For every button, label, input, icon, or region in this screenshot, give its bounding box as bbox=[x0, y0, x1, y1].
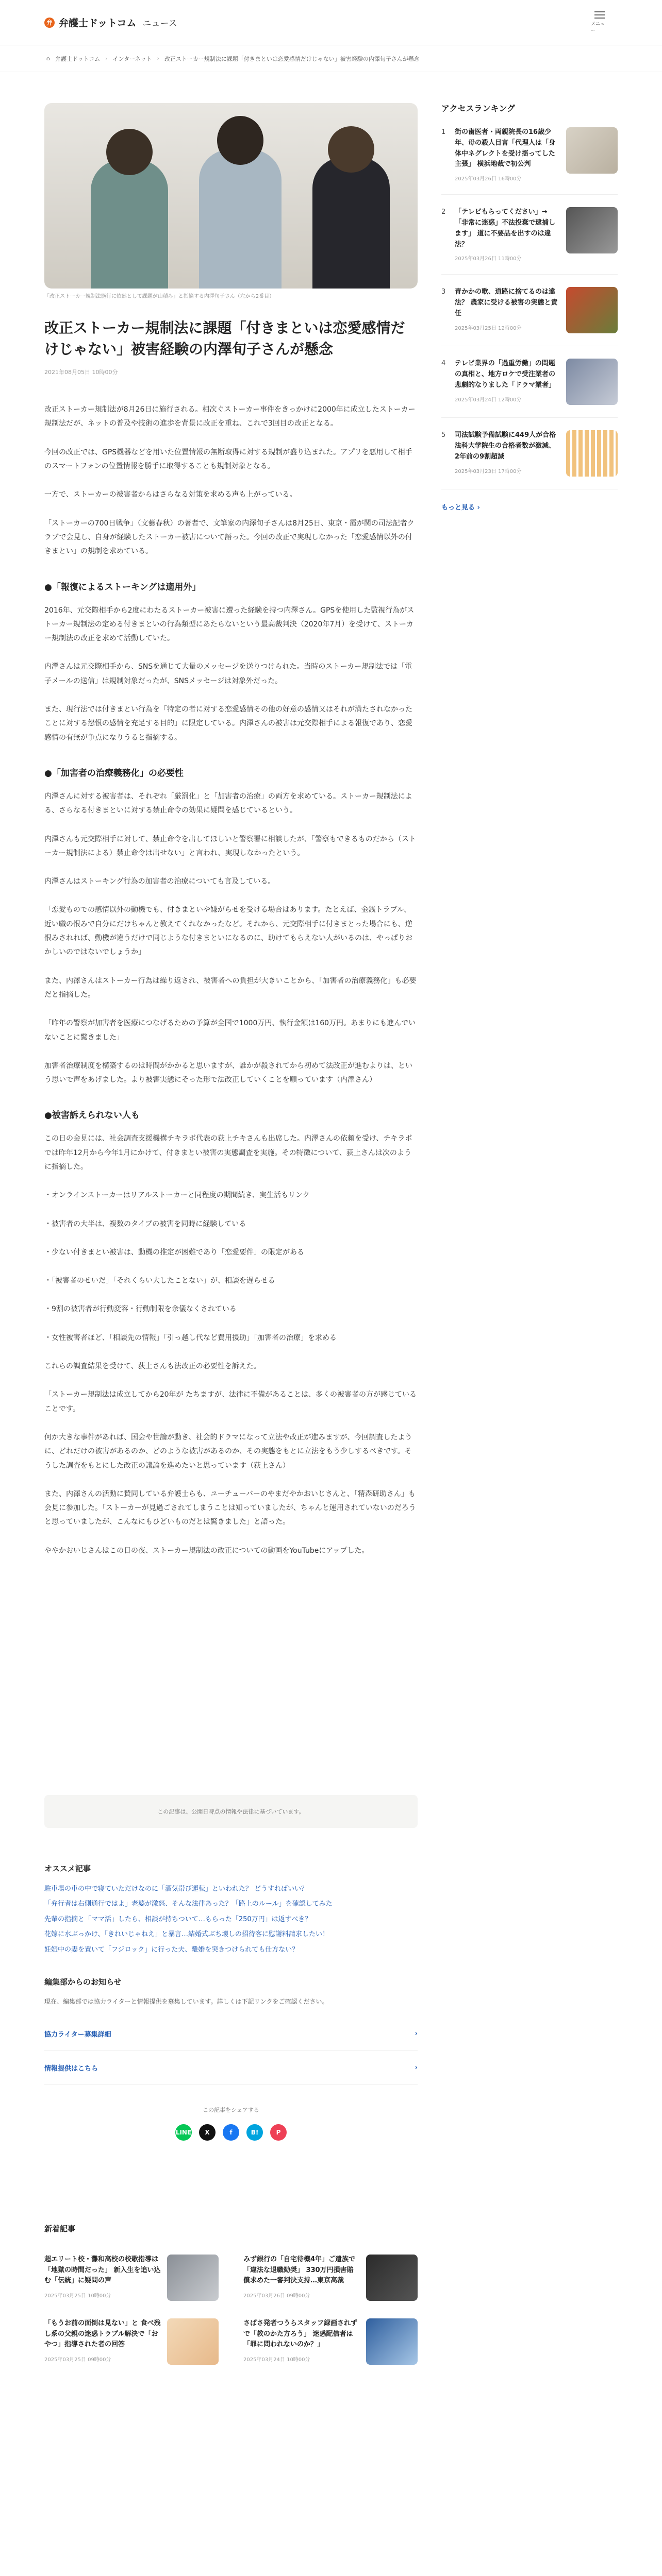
article-notice bbox=[44, 1795, 418, 1828]
ranking-heading: アクセスランキング bbox=[441, 104, 516, 113]
new-articles-heading: 新着記事 bbox=[44, 2224, 76, 2234]
recommended-link[interactable]: 「弁行者は右側通行ではよ」老婆が激怒、そんな法律あった？「路上のルール」を確認してみた bbox=[44, 1900, 333, 1908]
menu-label: メニュー bbox=[591, 22, 605, 33]
article-paragraph: 「ストーカー規制法は成立してから20年が たちますが、法律に不備があることは、多くの被害者の方が感じていることです。 bbox=[44, 1391, 417, 1413]
info-heading: 編集部からのお知らせ bbox=[44, 1977, 122, 1987]
ranking-more-link[interactable] bbox=[441, 504, 480, 512]
article-paragraph: 内澤さんも元交際相手に対して、禁止命令を出してほしいと警察署に相談したが、「警察もできるものだから（ストーカー規制法による）禁止命令は出せない」と言われ、実現しなかったという。 bbox=[44, 835, 416, 857]
article-paragraph: 「恋愛ものでの感情以外の動機でも、付きまといや嫌がらせを受ける場合はあります。たとえば、金銭トラブル、近い職の恨みで自分にだけちゃんと教えてくれなかったなど。それから、元交際相手に付きまとった場合にも、逆恨みされれば、動機が違うだけで同じような付きまといになるのに、助けてもらえない人がいるのは、やっぱりおかしいのではないでしょうか」 bbox=[44, 906, 412, 957]
article-paragraph: ・9割の被害者が行動変容・行動制限を余儀なくされている bbox=[44, 1305, 237, 1314]
menu-button[interactable] bbox=[591, 11, 608, 33]
article-paragraph: 一方で、ストーカーの被害者からはさらなる対策を求める声も上がっている。 bbox=[44, 490, 297, 499]
breadcrumb-current: 改正ストーカー規制法に課題「付きまといは恋愛感情だけじゃない」被害経験の内澤旬子さんが懸念 bbox=[164, 55, 420, 62]
recommended-link[interactable]: 駐車場の車の中で寝ていただけなのに「酒気帯び運転」といわれた？ どうすればいい？ bbox=[44, 1885, 308, 1893]
article-paragraph: 内澤さんはストーキング行為の加害者の治療についても言及している。 bbox=[44, 877, 275, 886]
ranking-thumbnail bbox=[566, 207, 618, 253]
rank-number: 1 bbox=[441, 128, 446, 136]
ranking-item[interactable] bbox=[441, 127, 618, 195]
new-article-thumbnail bbox=[167, 2255, 219, 2301]
rank-number: 5 bbox=[441, 431, 446, 439]
article-paragraph: また、内澤さんの活動に賛同している弁護士らも、ユーチューバーのやまだやかおいじさんと、「精森研助さん」も会見に参加した。「ストーカーが見過ごされてしまうことは知っていましたが、ちゃんと運用されていないのだろうと思っていましたが、こんなにもひどいものだとは驚きました」と語った。 bbox=[44, 1489, 416, 1527]
ranking-title: 青かかの歌、道路に捨てるのは違法？ 農家に受ける被害の実態と責任 bbox=[455, 288, 558, 317]
article-paragraph: 「昨年の警察が加害者を医療につなげるための予算が全国で1000万円、執行金額は160万円。あまりにも進んでいないことに驚きました」 bbox=[44, 1019, 416, 1042]
new-articles-grid bbox=[44, 2255, 418, 2365]
article-paragraph: 今回の改正では、GPS機器などを用いた位置情報の無断取得に対する規制が盛り込まれた。アプリを悪用して相手のスマートフォンの位置情報を勝手に取得することも規制対象となる。 bbox=[44, 448, 412, 471]
article-subheading: ●「報復によるストーキングは適用外」 bbox=[44, 582, 201, 592]
chevron-right-icon: › bbox=[415, 2030, 418, 2038]
ranking-date: 2025年03月24日 12時00分 bbox=[455, 397, 522, 403]
article-subheading: ●「加害者の治療義務化」の必要性 bbox=[44, 768, 184, 778]
article-subheading: ●被害訴えられない人も bbox=[44, 1110, 140, 1121]
ranking-thumbnail bbox=[566, 430, 618, 477]
chevron-right-icon: › bbox=[105, 55, 108, 62]
ranking-thumbnail bbox=[566, 359, 618, 405]
breadcrumb bbox=[0, 45, 662, 72]
article-title: 改正ストーカー規制法に課題「付きまといは恋愛感情だけじゃない」被害経験の内澤旬子さんが懸念 bbox=[44, 319, 405, 358]
chevron-right-icon: › bbox=[157, 55, 159, 62]
x-share-button[interactable]: X bbox=[199, 2124, 216, 2141]
recommended-heading: オススメ記事 bbox=[44, 1864, 91, 1874]
new-article-card[interactable] bbox=[243, 2318, 418, 2365]
hero-caption: 「改正ストーカー規制法施行に依然として課題が山積み」と指摘する内澤旬子さん（左から2番目） bbox=[44, 294, 275, 299]
share-section bbox=[44, 2106, 418, 2141]
info-submit-link[interactable] bbox=[44, 2051, 418, 2085]
ranking-date: 2025年03月26日 16時00分 bbox=[455, 176, 522, 182]
ranking-date: 2025年03月26日 11時00分 bbox=[455, 256, 522, 262]
new-article-date: 2025年03月24日 10時00分 bbox=[243, 2357, 310, 2363]
new-article-thumbnail bbox=[366, 2255, 418, 2301]
home-icon: ⌂ bbox=[46, 55, 50, 62]
recommended-link[interactable]: 花嫁に水ぶっかけ、「きれいじゃねえ」と暴言…結婚式ぶち壊しの招待客に慰謝料請求したい！ bbox=[44, 1930, 329, 1939]
notice-text: この記事は、公開日時点の情報や法律に基づいています。 bbox=[157, 1808, 305, 1816]
share-label: この記事をシェアする bbox=[203, 2107, 259, 2114]
recommended-link[interactable]: 妊娠中の妻を置いて「フジロック」に行った夫、離婚を突きつけられても仕方ない？ bbox=[44, 1945, 299, 1954]
new-article-date: 2025年03月25日 10時00分 bbox=[44, 2293, 111, 2299]
chevron-right-icon: › bbox=[477, 504, 480, 512]
rank-number: 4 bbox=[441, 360, 446, 368]
article-hero-image bbox=[44, 103, 418, 289]
article-paragraph: ・女性被害者ほど、「相談先の情報」「引っ越し代など費用援助」「加害者の治療」を求める bbox=[44, 1333, 337, 1342]
recommended-list bbox=[44, 1883, 418, 1956]
hamburger-icon bbox=[594, 11, 605, 19]
ranking-title: 街の歯医者・両親院長の16歳少年、母の殺人目言「代理人は「身体中ネグレクトを受け揺ってした主張」 横浜地裁で初公判 bbox=[455, 128, 556, 168]
ranking-title: 司法試験予備試験に449人が合格 法科大学院生の合格者数が激減、2年前の9割超減 bbox=[455, 431, 556, 461]
writer-recruit-link[interactable] bbox=[44, 2017, 418, 2051]
new-article-date: 2025年03月25日 09時00分 bbox=[44, 2357, 111, 2363]
breadcrumb-item[interactable]: インターネット bbox=[112, 55, 152, 62]
new-article-card[interactable] bbox=[44, 2255, 219, 2301]
chevron-right-icon: › bbox=[415, 2064, 418, 2072]
new-article-title: 「もうお前の面倒は見ない」と 食べ残し系の父親の迷惑トラブル解決で「おやつ」指導された者の回答 bbox=[44, 2319, 161, 2348]
logo-mark: 弁 bbox=[44, 18, 55, 28]
ranking-item[interactable] bbox=[441, 430, 618, 489]
breadcrumb-item[interactable]: 弁護士ドットコム bbox=[55, 55, 101, 62]
article-paragraph: 2016年、元交際相手から2度にわたるストーカー被害に遭った経験を持つ内澤さん。GPSを使用した監視行為がストーカー規制法の定める付きまといの行為類型にあたらないという最高裁判決（2020年7月）を受けて、ストーカー規制法の改正を求めて活動していた。 bbox=[44, 606, 415, 643]
new-article-date: 2025年03月26日 09時00分 bbox=[243, 2293, 310, 2299]
ranking-date: 2025年03月23日 17時00分 bbox=[455, 468, 522, 474]
article-paragraph: ・少ない付きまとい被害は、動機の推定が困難であり「恋愛要件」の限定がある bbox=[44, 1248, 304, 1257]
ranking-title: 「テレビもらってください」→「非常に迷惑」不法投棄で逮捕します」 道に不要品を出すのは違法？ bbox=[455, 208, 556, 248]
article-paragraph: 改正ストーカー規制法が8月26日に施行される。相次ぐストーカー事件をきっかけに2000年に成立したストーカー規制法だが、ネットの普及や技術の進歩を背景に改正を重ね、これで3回目の改正となる。 bbox=[44, 405, 416, 428]
hatena-share-button[interactable]: B! bbox=[246, 2124, 263, 2141]
more-label: もっと見る bbox=[441, 504, 475, 512]
article-paragraph: 加害者治療制度を構築するのは時間がかかると思いますが、誰かが殺されてから初めて法改正が進むよりは、という思いで声をあげました。より被害実態にそった形で法改正していくことを願っています（内澤さん） bbox=[44, 1061, 412, 1084]
pocket-share-button[interactable]: P bbox=[270, 2124, 287, 2141]
new-article-card[interactable] bbox=[44, 2318, 219, 2365]
recommended-link[interactable]: 先輩の指摘と「ママ活」したら、相談が持ちついて…もらった「250万円」は返すべき？ bbox=[44, 1915, 312, 1923]
article-main bbox=[44, 72, 418, 2365]
link-label: 情報提供はこちら bbox=[44, 2065, 98, 2073]
ranking-thumbnail bbox=[566, 127, 618, 174]
article-paragraph: これらの調査結果を受けて、荻上さんも法改正の必要性を訴えた。 bbox=[44, 1362, 261, 1371]
new-article-thumbnail bbox=[366, 2318, 418, 2365]
ranking-date: 2025年03月25日 12時00分 bbox=[455, 325, 522, 331]
site-logo[interactable] bbox=[44, 15, 177, 29]
ranking-title: テレビ業界の「過重労働」の問題の真相と、地方ロケで受注業者の悲劇的なりました「ドラマ業者」 bbox=[455, 360, 556, 389]
article-paragraph: また、現行法では付きまとい行為を「特定の者に対する恋愛感情その他の好意の感情又はそれが満たされなかったことに対する怨恨の感情を充足する目的」に限定している。内澤さんの被害は元交際相手による報復であり、恋愛感情の有無が争点になりうると指摘する。 bbox=[44, 705, 412, 742]
article-paragraph: ややかおいじさんはこの日の夜、ストーカー規制法の改正についての動画をYouTubeにアップした。 bbox=[44, 1546, 369, 1555]
ranking-item[interactable] bbox=[441, 287, 618, 346]
article-paragraph: ・オンラインストーカーはリアルストーカーと同程度の期間続き、実生活もリンク bbox=[44, 1191, 310, 1200]
article-paragraph: 内澤さんは元交際相手から、SNSを通じて大量のメッセージを送りつけられた。当時のストーカー規制法では「電子メールの送信」は規制対象だったが、SNSメッセージは対象外だった。 bbox=[44, 663, 412, 685]
link-label: 協力ライター募集詳細 bbox=[44, 2031, 111, 2039]
facebook-share-button[interactable]: f bbox=[223, 2124, 239, 2141]
new-article-title: さばさ発者つうらスタッフ録画されずで「教のかた方ろう」 迷惑配信者は「罪に問われないのか？」 bbox=[243, 2319, 358, 2348]
site-header bbox=[0, 0, 662, 45]
line-share-button[interactable]: LINE bbox=[175, 2124, 192, 2141]
new-article-thumbnail bbox=[167, 2318, 219, 2365]
logo-text: 弁護士ドットコム bbox=[59, 18, 137, 29]
sidebar bbox=[441, 72, 618, 2365]
article-paragraph: 「ストーカーの700日戦争」（文藝春秋）の著者で、文筆家の内澤旬子さんは8月25日、東京・霞が関の司法記者クラブで会見し、自身が経験したストーカー被害について語った。今回の改正で実現しなかった「恋愛感情以外の付きまとい」の規制を求めている。 bbox=[44, 519, 415, 556]
article-paragraph: 何か大きな事件があれば、国会や世論が動き、社会的ドラマになって立法や改正が進みますが、今回調査したように、どれだけの被害があるのか、どのような被害があるのか、その実態をもとに立法をもう少しするべきです。そうした調査をもとにした改正の議論を進めたいと思っています（荻上さん） bbox=[44, 1433, 412, 1470]
article-paragraph: ・「被害者のせいだ」「それくらい大したことない」が、相談を遅らせる bbox=[44, 1277, 275, 1285]
article-date: 2021年08月05日 10時00分 bbox=[44, 369, 118, 376]
rank-number: 2 bbox=[441, 208, 446, 216]
info-text: 現在、編集部では協力ライターと情報提供を募集しています。詳しくは下記リンクをご確認ください。 bbox=[44, 1997, 328, 2005]
logo-subtitle: ニュース bbox=[142, 19, 177, 29]
new-article-card[interactable] bbox=[243, 2255, 418, 2301]
ranking-item[interactable] bbox=[441, 359, 618, 418]
article-paragraph: ・被害者の大半は、複数のタイプの被害を同時に経験している bbox=[44, 1219, 246, 1228]
ranking-thumbnail bbox=[566, 287, 618, 333]
new-article-title: 超エリート校・灘和高校の校歌指導は「地獄の時間だった」 新入生を追い込む「伝統」に疑問の声 bbox=[44, 2256, 161, 2284]
article-paragraph: 内澤さんに対する被害者は、それぞれ「厳罰化」と「加害者の治療」の両方を求めている。ストーカー規制法による、さらなる付きまといに対する禁止命令の効果に疑問を感じているという。 bbox=[44, 792, 412, 815]
article-paragraph: この日の会見には、社会調査支援機構チキラボ代表の荻上チキさんも出席した。内澤さんの依頼を受け、チキラボでは昨年12月から今年1月にかけて、付きまとい被害の実態調査を実施。その特徴について、荻上さんは次のように指摘した。 bbox=[44, 1134, 412, 1171]
rank-number: 3 bbox=[441, 288, 446, 296]
article-paragraph: また、内澤さんはストーカー行為は繰り返され、被害者への負担が大きいことから、「加害者の治療義務化」も必要だと指摘した。 bbox=[44, 976, 417, 999]
new-article-title: みず銀行の「自宅待機4年」ご遺族で「違法な退職勧奨」 330万円損害賠償求めた一審判決支持…東京高裁 bbox=[243, 2256, 356, 2284]
ranking-item[interactable] bbox=[441, 207, 618, 275]
article-body bbox=[44, 403, 418, 1558]
